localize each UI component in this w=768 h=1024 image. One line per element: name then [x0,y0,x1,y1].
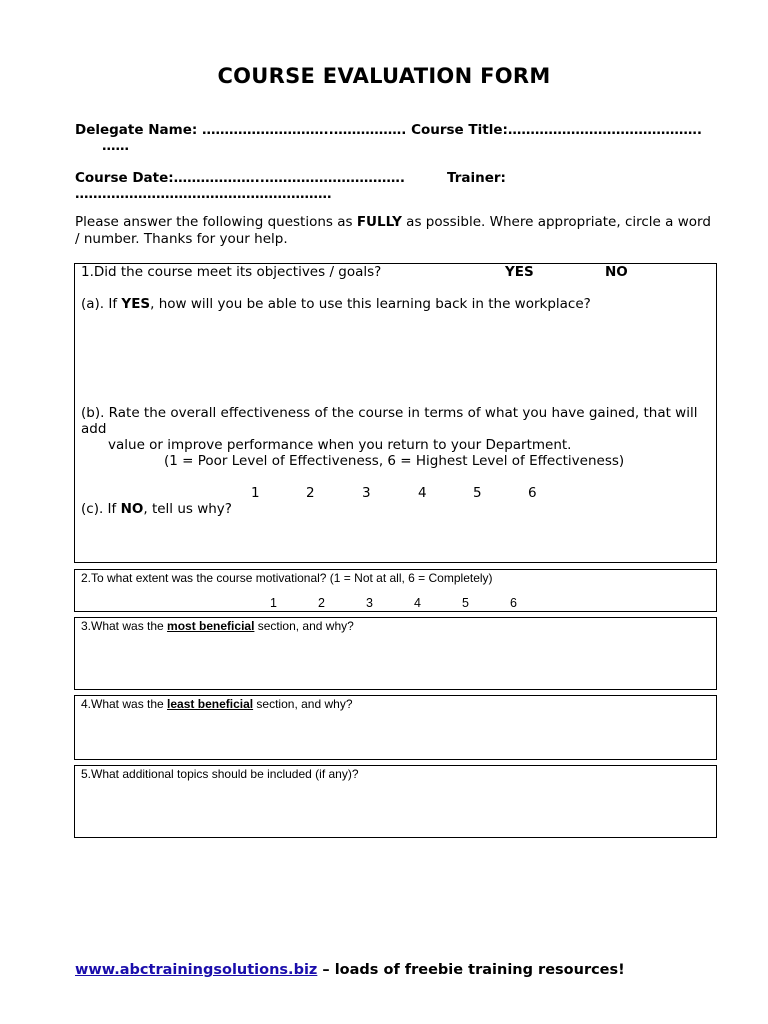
yes-option[interactable]: YES [505,264,534,280]
delegate-name-field [75,122,702,138]
rating-3[interactable]: 3 [362,485,371,501]
rating-4[interactable]: 4 [418,485,427,501]
website-link[interactable]: www.abctrainingsolutions.biz [75,962,318,978]
motivation-rating-3[interactable]: 3 [366,596,373,610]
question-1c-text: (c). If NO, tell us why? [81,501,232,517]
delegate-name-blank[interactable]: ………………………..……………. [201,122,407,138]
rating-6[interactable]: 6 [528,485,537,501]
course-date-field [75,170,405,186]
rating-5[interactable]: 5 [473,485,482,501]
course-title-blank[interactable]: ……………………………………. [507,122,703,138]
question-1-text: 1.Did the course meet its objectives / goals? [81,264,382,280]
trainer-blank[interactable]: ………………………………………………… [75,186,332,202]
question-2-text: 2.To what extent was the course motivational? (1 = Not at all, 6 = Completely) [81,571,493,585]
delegate-name-label: Delegate Name: [75,122,198,138]
question-1b-text-cont: value or improve performance when you return to your Department. [108,437,572,453]
trainer-label: Trainer: [447,170,506,186]
question-5-text: 5.What additional topics should be included (if any)? [81,767,359,781]
footer [75,962,625,978]
instructions: Please answer the following questions as FULLY as possible. Where appropriate, circle a word / number. Thanks for your help. [75,214,711,247]
rating-2[interactable]: 2 [306,485,315,501]
rating-1[interactable]: 1 [251,485,260,501]
course-title-label: Course Title: [411,122,508,138]
most-beneficial-emphasis: most beneficial [167,619,255,633]
course-date-label: Course Date: [75,170,174,186]
motivation-rating-6[interactable]: 6 [510,596,517,610]
question-1b-text: (b). Rate the overall effectiveness of the course in terms of what you have gained, that will add [81,405,698,437]
no-option[interactable]: NO [605,264,628,280]
question-1a-text: (a). If YES, how will you be able to use this learning back in the workplace? [81,296,591,312]
effectiveness-scale-legend: (1 = Poor Level of Effectiveness, 6 = Highest Level of Effectiveness) [164,453,625,469]
course-title-blank-cont[interactable]: …… [102,138,129,154]
question-3-text: 3.What was the most beneficial section, and why? [81,619,354,633]
motivation-rating-5[interactable]: 5 [462,596,469,610]
course-date-blank[interactable]: ………………..…………………………. [173,170,406,186]
motivation-rating-2[interactable]: 2 [318,596,325,610]
motivation-rating-1[interactable]: 1 [270,596,277,610]
least-beneficial-emphasis: least beneficial [167,697,254,711]
footer-tagline: – loads of freebie training resources! [317,962,625,978]
question-4-text: 4.What was the least beneficial section, and why? [81,697,353,711]
fully-emphasis: FULLY [356,214,402,230]
form-title: COURSE EVALUATION FORM [217,64,551,88]
motivation-rating-4[interactable]: 4 [414,596,421,610]
